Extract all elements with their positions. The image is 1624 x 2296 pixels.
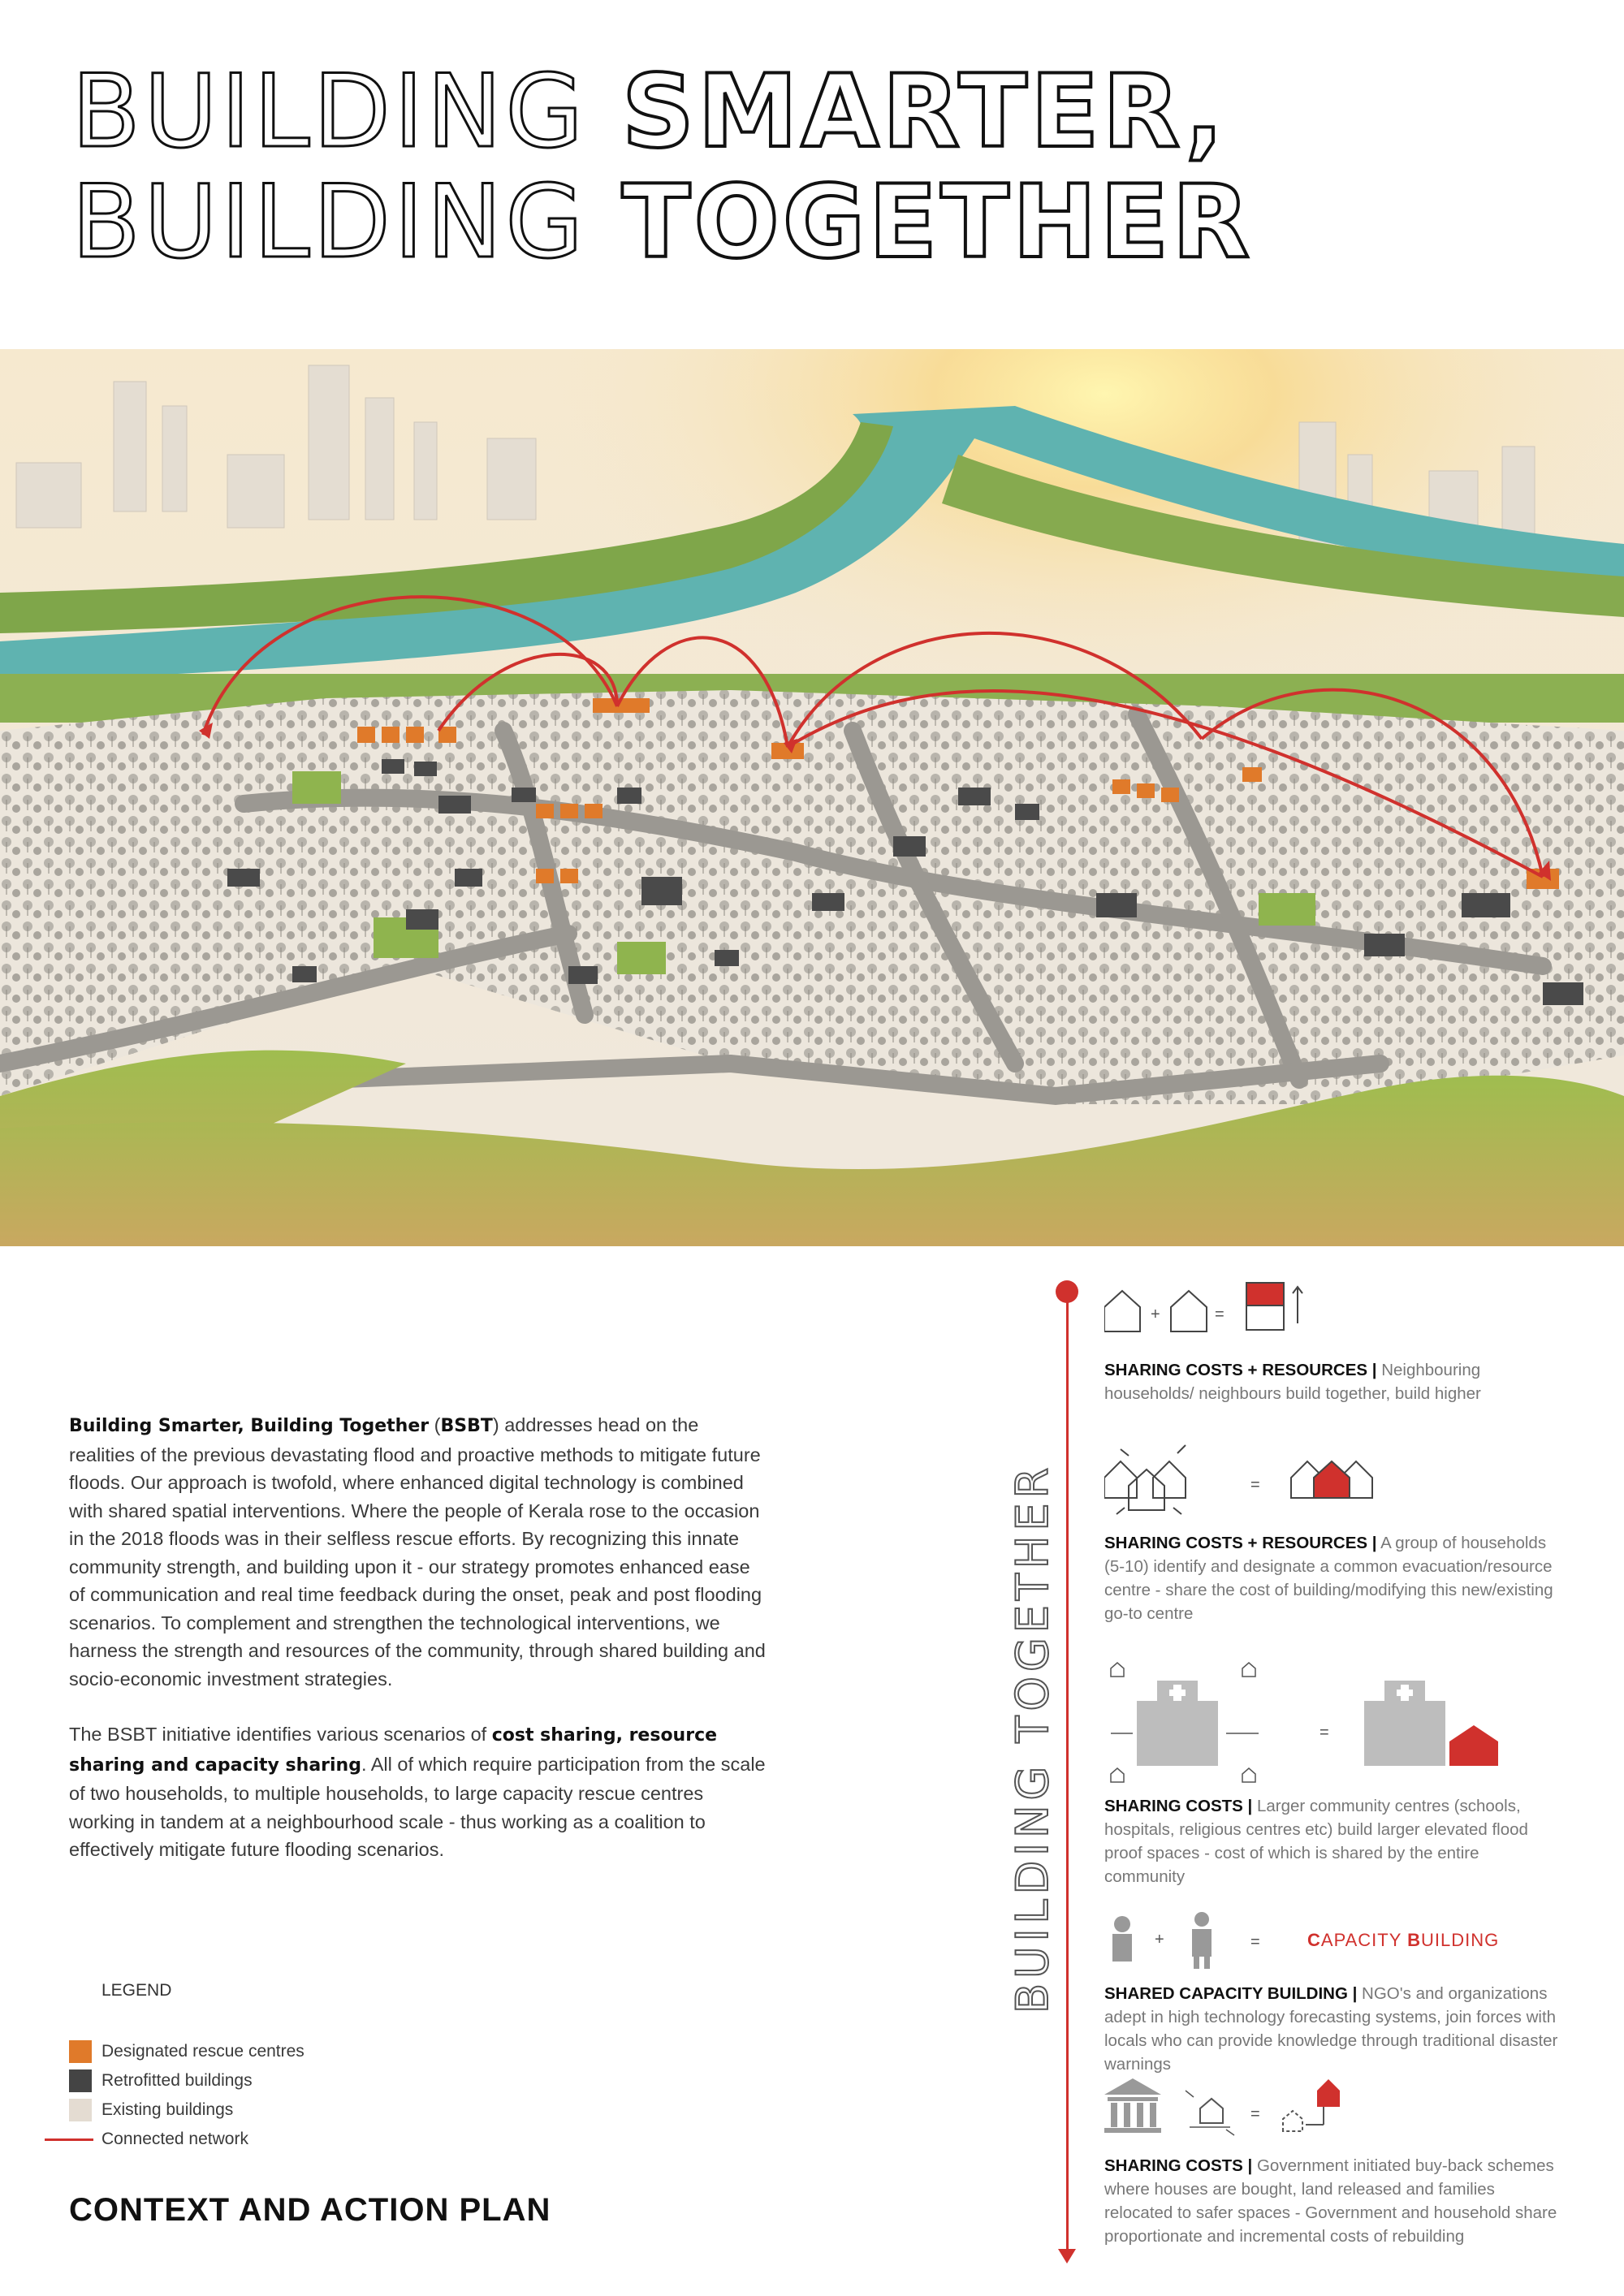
scenario-2-text	[1104, 1531, 1559, 1625]
building-together-vertical-label: BUILDING TOGETHER	[1007, 1462, 1058, 2013]
scenario-2	[1104, 1433, 1559, 1625]
scenario-heading: SHARING COSTS + RESOURCES |	[1104, 1534, 1377, 1552]
title-outline-text: BUILDING	[71, 164, 622, 281]
cap-text: UILDING	[1421, 1930, 1500, 1950]
scenario-heading: SHARED CAPACITY BUILDING |	[1104, 1984, 1358, 2003]
scenario-5	[1104, 2074, 1559, 2248]
scenario-body: NGO's and organizations adept in high technology forecasting systems, join forces with locals who can provide knowledge through traditional disaster warnings	[1104, 1984, 1558, 2074]
equals-sign: =	[1250, 1476, 1260, 1494]
dark-grey-swatch	[69, 2069, 92, 2092]
red-line-swatch	[45, 2138, 93, 2141]
title-line-1	[71, 54, 1253, 170]
capacity-building-people-icon	[1104, 1908, 1267, 1973]
title-solid-text: SMARTER,	[621, 54, 1227, 170]
intro-text-span: The BSBT initiative identifies various scenarios of	[69, 1724, 492, 1745]
legend-label: Existing buildings	[102, 2100, 234, 2119]
legend-title: LEGEND	[102, 1981, 172, 2000]
intro-bold-phrase: Building Smarter, Building Together	[69, 1416, 430, 1436]
legend-label: Retrofitted buildings	[102, 2071, 253, 2090]
aerial-render-image	[0, 349, 1624, 1246]
timeline-start-dot	[1056, 1280, 1078, 1303]
beige-swatch	[69, 2099, 92, 2121]
scenario-4-text	[1104, 1982, 1559, 2076]
cap-letter: B	[1407, 1930, 1421, 1950]
equals-sign: =	[1215, 1306, 1224, 1323]
timeline-arrow-icon	[1058, 2249, 1076, 2264]
scenario-body: Government initiated buy-back schemes where houses are bought, land released and families relocated to safer spaces - Government and household share proportionate and incremental costs of rebuilding	[1104, 2156, 1557, 2246]
page-title	[71, 54, 1253, 281]
section-title: CONTEXT AND ACTION PLAN	[69, 2192, 551, 2228]
title-solid-text: TOGETHER	[621, 164, 1253, 281]
intro-text-span: (	[429, 1414, 441, 1435]
scenario-3-text	[1104, 1794, 1559, 1888]
plus-sign: +	[1155, 1931, 1164, 1949]
government-buyback-icon	[1104, 2074, 1364, 2143]
plus-sign: +	[1151, 1306, 1160, 1323]
scenario-1-text	[1104, 1358, 1559, 1405]
household-group-centre-icon	[1104, 1433, 1397, 1522]
equals-sign: =	[1250, 1933, 1260, 1951]
intro-text-span: ) addresses head on the realities of the previous devastating flood and proactive methods to mitigate future floods. Our approach is twofold, where enhanced digital technology is combined with shared spatial interventions. Where the people of Kerala rose to the occasion in the 2018 floods was in their selfless rescue efforts. By recognizing this innate community strength, and building upon it - our strategy promotes enhanced ease of communication and real time feedback during the onset, peak and post flooding scenarios. To complement and strengthen the technological interventions, we harness the strength and resources of the community, through shared building and socio-economic investment strategies.	[69, 1414, 766, 1690]
equals-sign: =	[1320, 1724, 1329, 1741]
intro-text	[69, 1411, 767, 1892]
legend-label: Connected network	[102, 2130, 248, 2148]
scenario-body: A group of households (5-10) identify and designate a common evacuation/resource centre - share the cost of building/modifying this new/existing go-to centre	[1104, 1534, 1553, 1623]
community-centre-shared-icon	[1104, 1660, 1527, 1790]
timeline-line	[1066, 1291, 1069, 2257]
cap-letter: C	[1307, 1930, 1321, 1950]
scenario-5-text	[1104, 2154, 1559, 2248]
title-outline-text: BUILDING	[71, 54, 622, 170]
scenario-3	[1104, 1660, 1559, 1888]
legend-label: Designated rescue centres	[102, 2042, 304, 2061]
scenario-heading: SHARING COSTS + RESOURCES |	[1104, 1361, 1377, 1379]
intro-bold-acronym: BSBT	[440, 1416, 493, 1436]
intro-paragraph-2	[69, 1720, 767, 1864]
scenario-heading: SHARING COSTS |	[1104, 1797, 1253, 1815]
scenario-body: Neighbouring households/ neighbours build together, build higher	[1104, 1361, 1481, 1403]
two-houses-build-higher-icon	[1104, 1279, 1348, 1348]
title-line-2	[71, 164, 1253, 281]
cap-text: APACITY	[1320, 1930, 1408, 1950]
scenario-heading: SHARING COSTS |	[1104, 2156, 1253, 2175]
scenario-4	[1104, 1908, 1559, 2076]
capacity-building-label	[1307, 1930, 1499, 1951]
intro-bold-phrase: cost sharing, resource sharing and capacity sharing	[69, 1725, 718, 1776]
intro-paragraph-1	[69, 1411, 767, 1693]
orange-swatch	[69, 2040, 92, 2063]
equals-sign: =	[1250, 2105, 1260, 2123]
scenario-body: Larger community centres (schools, hospitals, religious centres etc) build larger elevated flood proof spaces - cost of which is shared by the entire community	[1104, 1797, 1528, 1886]
intro-text-span: . All of which require participation from the scale of two households, to multiple households, to large capacity rescue centres working in tandem at a neighbourhood scale - thus working as a coalition to effectively mitigate future flooding scenarios.	[69, 1753, 766, 1860]
scenario-1	[1104, 1279, 1559, 1405]
